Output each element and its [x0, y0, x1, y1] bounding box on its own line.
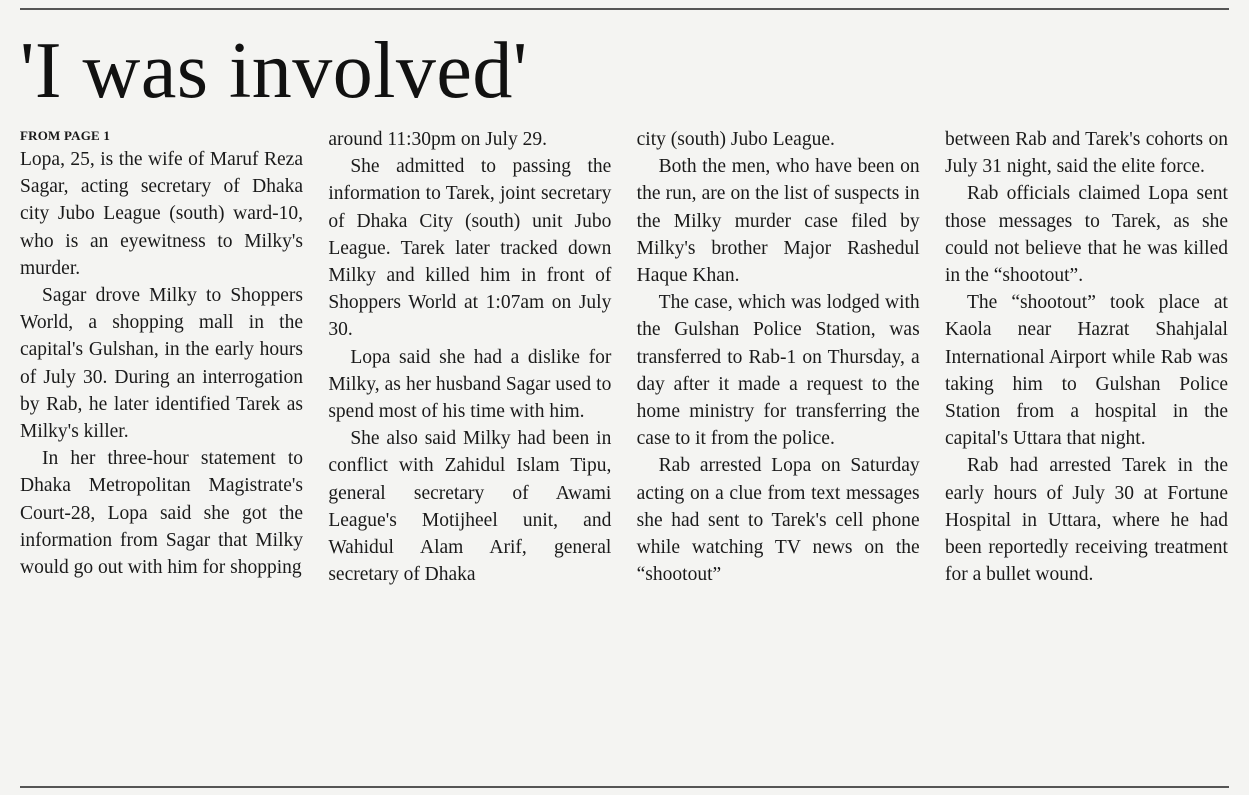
paragraph: between Rab and Tarek's cohorts on July 31 night, said the elite force.	[944, 129, 1228, 178]
column-1	[20, 126, 303, 781]
paragraph: Rab had arrested Tarek in the early hours of July 30 at Fortune Hospital in Uttara, where he had been reportedly receiving treatment for a bullet wound.	[944, 455, 1228, 586]
from-page-kicker: FROM PAGE 1	[20, 128, 111, 143]
column-4	[945, 126, 1228, 781]
paragraph: Rab officials claimed Lopa sent those messages to Tarek, as she could not believe that he was killed in the “shootout”.	[944, 183, 1228, 287]
paragraph: Lopa said she had a dislike for Milky, as her husband Sagar used to spend most of his time with him.	[328, 346, 612, 423]
paragraph: Both the men, who have been on the run, are on the list of suspects in the Milky murder case filed by Milky's brother Major Rashedul Haque Khan.	[636, 156, 920, 287]
paragraph: She also said Milky had been in conflict with Zahidul Islam Tipu, general secretary of Awami League's Motijheel unit, and Wahidul Alam Arif, general secretary of Dhaka	[328, 428, 612, 586]
column-3	[637, 126, 920, 781]
column-2	[328, 126, 611, 781]
headline: 'I was involved'	[20, 27, 528, 115]
paragraph: Sagar drove Milky to Shoppers World, a shopping mall in the capital's Gulshan, in the early hours of July 30. During an interrogation by Rab, he later identified Tarek as Milky's killer.	[20, 285, 303, 443]
paragraph: The case, which was lodged with the Gulshan Police Station, was transferred to Rab-1 on Thursday, a day after it made a request to the home ministry for transferring the case to it from the police.	[636, 292, 920, 450]
top-rule	[20, 8, 1229, 10]
bottom-rule	[20, 786, 1229, 788]
paragraph: In her three-hour statement to Dhaka Metropolitan Magistrate's Court-28, Lopa said she got the information from Sagar that Milky would go out with him for shopping	[20, 448, 303, 579]
paragraph: The “shootout” took place at Kaola near Hazrat Shahjalal International Airport while Rab was taking him to Gulshan Police Station from a hospital in the capital's Uttara that night.	[944, 292, 1228, 450]
article-body	[20, 126, 1228, 781]
paragraph: city (south) Jubo League.	[636, 129, 835, 150]
paragraph: around 11:30pm on July 29.	[328, 129, 547, 150]
paragraph: She admitted to passing the information to Tarek, joint secretary of Dhaka City (south) unit Jubo League. Tarek later tracked down Milky and killed him in front of Shoppers World at 1:07am on July 30.	[328, 156, 612, 341]
paragraph: Lopa, 25, is the wife of Maruf Reza Sagar, acting secretary of Dhaka city Jubo League (south) ward-10, who is an eyewitness to Milky's murder.	[20, 149, 303, 279]
paragraph: Rab arrested Lopa on Saturday acting on a clue from text messages she had sent to Tarek's cell phone while watching TV news on the “shootout”	[636, 455, 920, 586]
